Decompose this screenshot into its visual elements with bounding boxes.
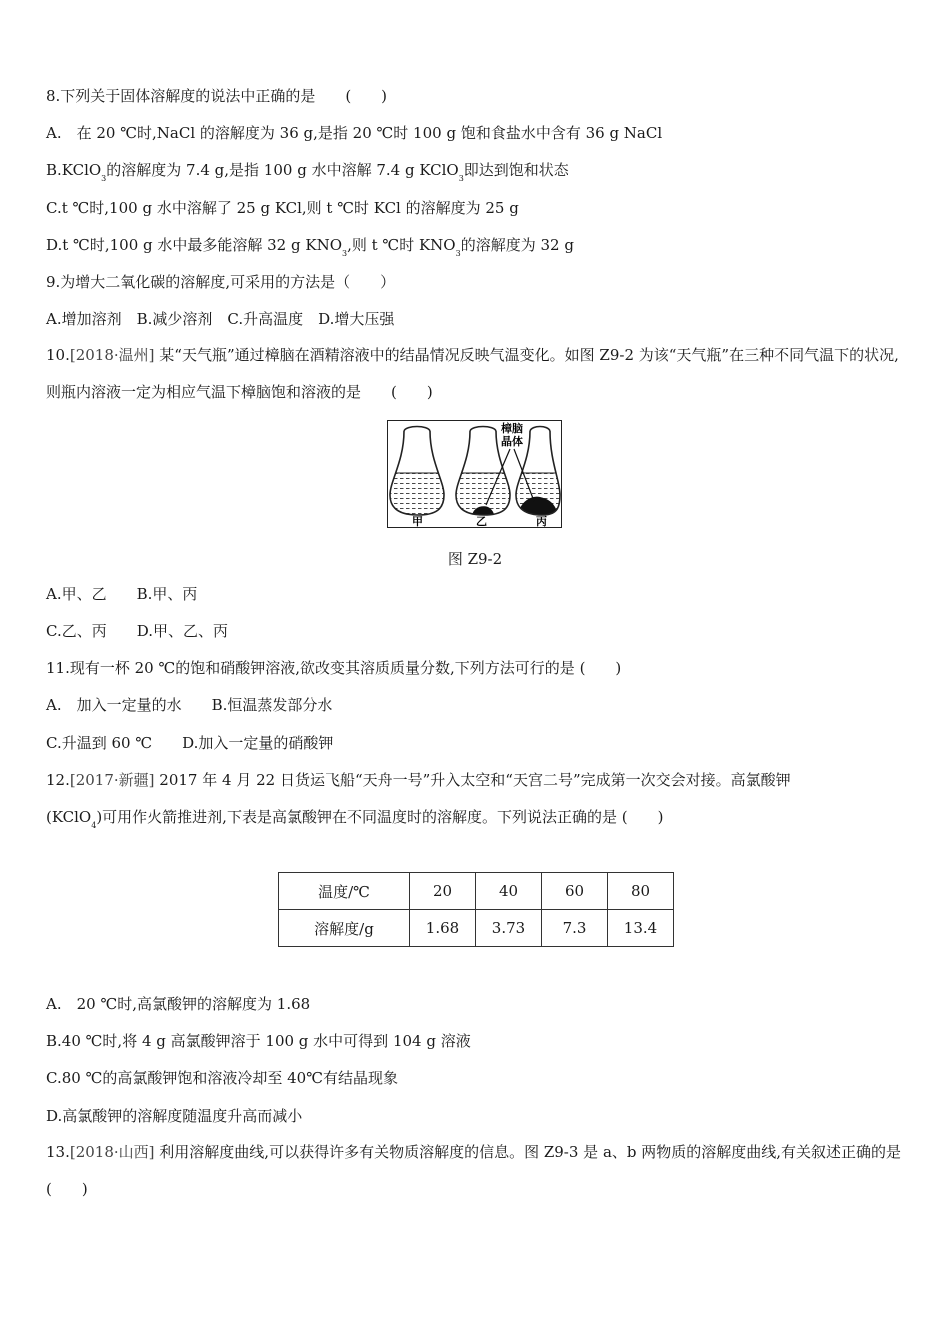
q9-stem: 9.为增大二氧化碳的溶解度,可采用的方法是（ ） — [46, 273, 396, 291]
q12-option-a: A. 20 ℃时,高氯酸钾的溶解度为 1.68 — [46, 995, 311, 1013]
bottle-jia — [388, 427, 448, 518]
table-row-solubility — [279, 910, 674, 947]
q11-options-cd: C.升温到 60 ℃ D.加入一定量的硝酸钾 — [46, 734, 334, 752]
q8-option-d: D.t ℃时,100 g 水中最多能溶解 32 g $KNO_3$,则 t ℃时 $KNO_3$的溶解度为 32 g — [46, 236, 574, 258]
table-cell: 1.68 — [410, 910, 476, 947]
table-row-temperature — [279, 873, 674, 910]
q12-option-b: B.40 ℃时,将 4 g 高氯酸钾溶于 100 g 水中可得到 104 g 溶液 — [46, 1032, 471, 1050]
q11-options-ab: A. 加入一定量的水 B.恒温蒸发部分水 — [46, 696, 333, 714]
solubility-table — [278, 872, 674, 947]
q10-options-ab: A.甲、乙 B.甲、丙 — [46, 585, 198, 603]
label-yi: 乙 — [476, 515, 487, 527]
table-header-temperature: 温度/℃ — [279, 873, 410, 910]
q12-option-c: C.80 ℃的高氯酸钾饱和溶液冷却至 40℃有结晶现象 — [46, 1069, 398, 1087]
q10-stem: 10.[2018·温州] 某“天气瓶”通过樟脑在酒精溶液中的结晶情况反映气温变化。如图 Z9-2 为该“天气瓶”在三种不同气温下的状况,则瓶内溶液一定为相应气温下樟脑饱和溶液的是 ( ) — [46, 346, 899, 401]
q8-option-b: B.KClO$_3$的溶解度为 7.4 g,是指 100 g 水中溶解 7.4 g KClO$_3$即达到饱和状态 — [46, 161, 569, 183]
q11-stem: 11.现有一杯 20 ℃的饱和硝酸钾溶液,欲改变其溶质质量分数,下列方法可行的是 ( ) — [46, 659, 622, 677]
q12-option-d: D.高氯酸钾的溶解度随温度升高而减小 — [46, 1107, 303, 1125]
q8-option-c: C.t ℃时,100 g 水中溶解了 25 g KCl,则 t ℃时 KCl 的溶解度为 25 g — [46, 199, 519, 217]
crystal-label-line1: 樟脑 — [501, 422, 523, 435]
table-cell: 80 — [608, 873, 674, 910]
q10-options-cd: C.乙、丙 D.甲、乙、丙 — [46, 622, 228, 640]
table-cell: 20 — [410, 873, 476, 910]
q8-stem: 8.下列关于固体溶解度的说法中正确的是 ( ) — [46, 87, 388, 105]
q13-stem: 13.[2018·山西] 利用溶解度曲线,可以获得许多有关物质溶解度的信息。图 Z9-3 是 a、b 两物质的溶解度曲线,有关叙述正确的是 ( ) — [46, 1143, 932, 1198]
table-cell: 7.3 — [542, 910, 608, 947]
q12-stem-line1: 12.[2017·新疆] 2017 年 4 月 22 日货运飞船“天舟一号”升入太空和“天宫二号”完成第一次交会对接。高氯酸钾 — [46, 771, 791, 789]
table-cell: 13.4 — [608, 910, 674, 947]
table-cell: 40 — [476, 873, 542, 910]
label-jia: 甲 — [412, 515, 423, 527]
crystal-label-line2: 晶体 — [501, 435, 523, 448]
label-bing: 丙 — [536, 515, 547, 527]
q12-stem-line2: (KClO$_4$)可用作火箭推进剂,下表是高氯酸钾在不同温度时的溶解度。下列说法正确的是 ( ) — [46, 808, 664, 830]
figure-caption-z9-2: 图 Z9-2 — [447, 550, 503, 568]
weather-bottle-figure — [387, 420, 562, 528]
q8-option-a: A. 在 20 ℃时,NaCl 的溶解度为 36 g,是指 20 ℃时 100 g 饱和食盐水中含有 36 g NaCl — [46, 124, 663, 142]
q9-options: A.增加溶剂 B.减少溶剂 C.升高温度 D.增大压强 — [46, 310, 395, 328]
table-header-solubility: 溶解度/g — [279, 910, 410, 947]
weather-bottle-diagram — [388, 421, 561, 527]
table-cell: 60 — [542, 873, 608, 910]
table-cell: 3.73 — [476, 910, 542, 947]
